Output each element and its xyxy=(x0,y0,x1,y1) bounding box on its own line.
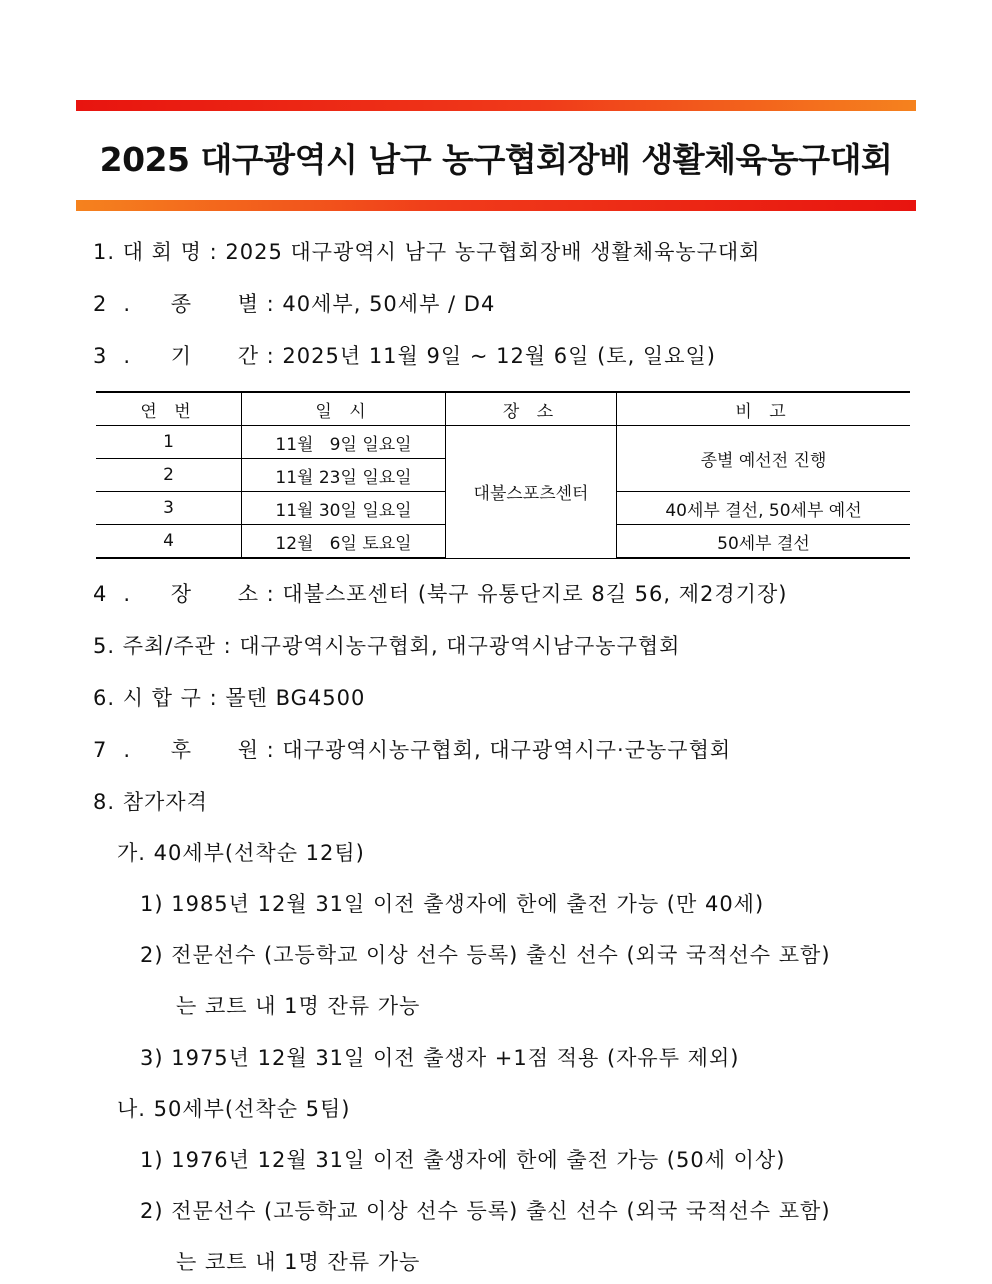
header-date: 일 시 xyxy=(242,392,446,426)
item-eligibility: 8. 참가자격 xyxy=(93,790,208,814)
item-name-label: 1. 대 회 명 : xyxy=(93,240,218,264)
item-venue-value: 대불스포센터 (북구 유통단지로 8길 56, 제2경기장) xyxy=(282,582,788,606)
item-venue-label: 소 : xyxy=(237,582,275,606)
row-no: 2 xyxy=(96,459,242,492)
row-date: 12월 6일 토요일 xyxy=(242,525,446,559)
schedule-header-row xyxy=(96,392,910,426)
header-no: 연 번 xyxy=(96,392,242,426)
row-no: 3 xyxy=(96,492,242,525)
item-host-label: 5. 주최/주관 : xyxy=(93,634,232,658)
div40-rule-1: 1) 1985년 12월 31일 이전 출생자에 한에 출전 가능 (만 40세) xyxy=(140,892,765,916)
item-venue xyxy=(93,578,787,608)
div40-rule-2: 2) 전문선수 (고등학교 이상 선수 등록) 출신 선수 (외국 국적선수 포함) xyxy=(140,943,831,967)
row-note: 40세부 결선, 50세부 예선 xyxy=(617,492,911,525)
header-top-bar xyxy=(76,100,916,111)
div40-rule-2-cont: 는 코트 내 1명 잔류 가능 xyxy=(176,994,421,1018)
item-venue-num: 4. 장 xyxy=(93,582,208,606)
item-division-value: 40세부, 50세부 / D4 xyxy=(282,292,496,316)
row-date: 11월 30일 일요일 xyxy=(242,492,446,525)
item-ball-value: 몰텐 BG4500 xyxy=(225,686,366,710)
header-bottom-bar xyxy=(76,200,916,211)
schedule-table xyxy=(96,391,910,559)
row-place: 대불스포츠센터 xyxy=(446,426,617,559)
item-ball-label: 6. 시 합 구 : xyxy=(93,686,218,710)
table-row xyxy=(96,426,910,459)
item-division-label: 별 : xyxy=(237,292,275,316)
row-no: 4 xyxy=(96,525,242,559)
item-sponsor-num: 7. 후 xyxy=(93,738,208,762)
row-note: 종별 예선전 진행 xyxy=(617,426,911,492)
header-place: 장 소 xyxy=(446,392,617,426)
item-sponsor-label: 원 : xyxy=(237,738,275,762)
item-sponsor-value: 대구광역시농구협회, 대구광역시구·군농구협회 xyxy=(282,738,732,762)
header-note: 비 고 xyxy=(617,392,911,426)
div50-rule-2-cont: 는 코트 내 1명 잔류 가능 xyxy=(176,1250,421,1274)
item-period-value: 2025년 11월 9일 ~ 12월 6일 (토, 일요일) xyxy=(282,344,716,368)
item-host-value: 대구광역시농구협회, 대구광역시남구농구협회 xyxy=(239,634,681,658)
item-division-num: 2. 종 xyxy=(93,292,208,316)
item-division xyxy=(93,288,495,318)
item-name-value: 2025 대구광역시 남구 농구협회장배 생활체육농구대회 xyxy=(225,240,761,264)
div50-rule-1: 1) 1976년 12월 31일 이전 출생자에 한에 출전 가능 (50세 이상) xyxy=(140,1148,786,1172)
row-date: 11월 23일 일요일 xyxy=(242,459,446,492)
row-note: 50세부 결선 xyxy=(617,525,911,559)
item-sponsor xyxy=(93,734,731,764)
item-ball xyxy=(93,682,365,712)
item-period-label: 간 : xyxy=(237,344,275,368)
item-name xyxy=(93,236,761,266)
div40-rule-3: 3) 1975년 12월 31일 이전 출생자 +1점 적용 (자유투 제외) xyxy=(140,1046,740,1070)
div50-heading: 나. 50세부(선착순 5팀) xyxy=(117,1097,351,1121)
item-host xyxy=(93,630,680,660)
document-title: 2025 대구광역시 남구 농구협회장배 생활체육농구대회 xyxy=(99,140,893,179)
row-date: 11월 9일 일요일 xyxy=(242,426,446,459)
item-period xyxy=(93,340,716,370)
row-no: 1 xyxy=(96,426,242,459)
item-period-num: 3. 기 xyxy=(93,344,208,368)
div40-heading: 가. 40세부(선착순 12팀) xyxy=(117,841,365,865)
div50-rule-2: 2) 전문선수 (고등학교 이상 선수 등록) 출신 선수 (외국 국적선수 포함) xyxy=(140,1199,831,1223)
